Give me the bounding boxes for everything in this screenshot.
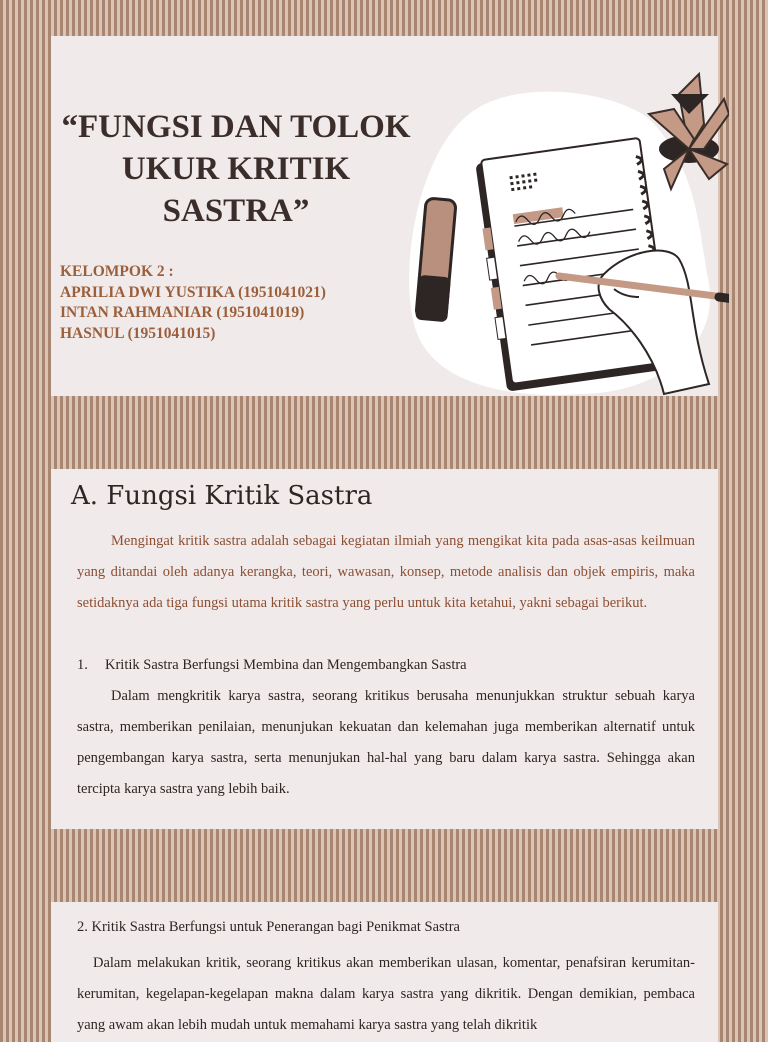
list-item-1 <box>77 650 695 681</box>
group-label: KELOMPOK 2 : <box>60 263 174 280</box>
content-slide-2 <box>51 902 718 1042</box>
member-3: HASNUL (1951041015) <box>60 324 216 342</box>
notebook-writing-illustration <box>409 54 729 404</box>
slide-title: “FUNGSI DAN TOLOK UKUR KRITIK SASTRA” <box>61 109 411 229</box>
member-2: INTAN RAHMANIAR (1951041019) <box>60 304 305 321</box>
group-members <box>60 262 326 344</box>
intro-paragraph: Mengingat kritik sastra adalah sebagai kegiatan ilmiah yang mengikat kita pada asas-asas keilmuan yang ditandai oleh adanya kerangka, teori, wawasan, konsep, metode analisis dan objek empiris, maka setidaknya ada tiga fungsi utama kritik sastra yang perlu untuk kita ketahui, yakni sebagai berikut. <box>77 533 695 611</box>
content-slide-1 <box>51 469 718 829</box>
title-slide <box>51 36 718 396</box>
list-number: 1. <box>77 657 88 673</box>
item2-paragraph: Dalam melakukan kritik, seorang kritikus akan memberikan ulasan, komentar, penafsiran kerumitan-kerumitan, kegelapan-kegelapan makna dalam karya sastra yang dikritik. Dengan demikian, pembaca yang awam akan lebih mudah untuk memahami karya sastra yang telah dikritik <box>77 955 695 1033</box>
list-item-title: Kritik Sastra Berfungsi Membina dan Mengembangkan Sastra <box>105 657 467 673</box>
item1-paragraph: Dalam mengkritik karya sastra, seorang kritikus berusaha menunjukkan struktur sebuah karya sastra, memberikan penilaian, menunjukan kekuatan dan kelemahan juga memberikan alternatif untuk pengembangan karya sastra, serta menunjukan hal-hal yang baru dalam karya sastra. Sehingga akan tercipta karya sastra yang lebih baik. <box>77 688 695 797</box>
subsection-heading: 2. Kritik Sastra Berfungsi untuk Penerangan bagi Penikmat Sastra <box>77 919 460 935</box>
member-1: APRILIA DWI YUSTIKA (1951041021) <box>60 283 326 301</box>
section-heading: A. Fungsi Kritik Sastra <box>71 481 373 511</box>
